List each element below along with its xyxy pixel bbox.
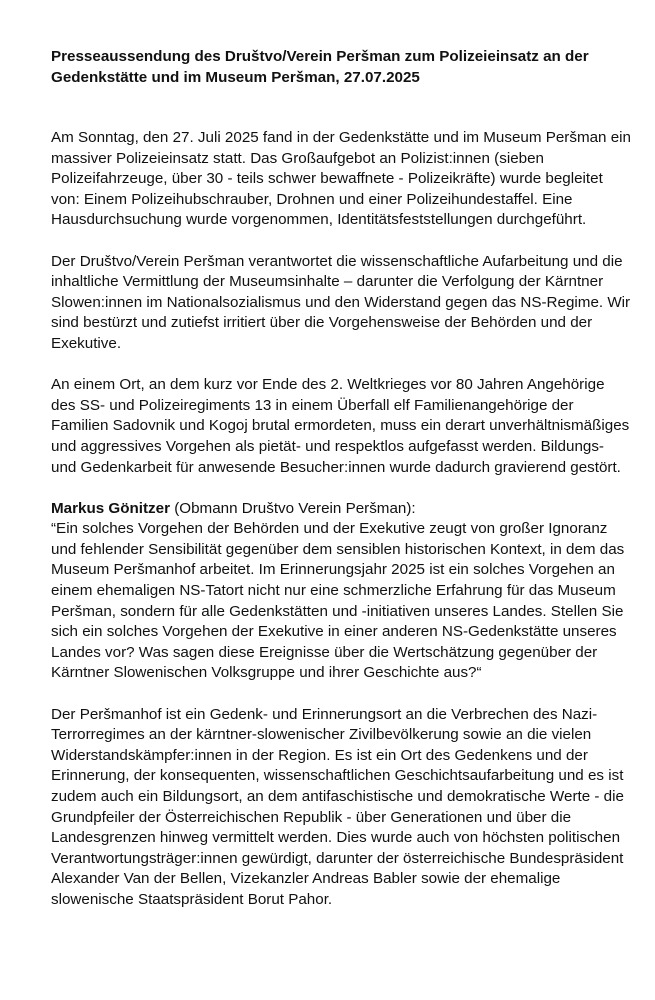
- paragraph-historical-context: An einem Ort, an dem kurz vor Ende des 2. Weltkrieges vor 80 Jahren Angehörige des SS- und Polizeiregiments 13 in einem Überfall elf Familienangehörige der Familien Sadovnik und Kogoj brutal ermordeten, muss ein derart unverhältnismäßiges und aggressives Vorgehen als pietät- und respektlos aufgefasst werden. Bildungs- und Gedenkarbeit für anwesende Besucher:innen wurde dadurch gravierend gestört.: [51, 376, 630, 476]
- quote-speaker: Markus Gönitzer: [51, 499, 170, 517]
- quote-text: “Ein solches Vorgehen der Behörden und der Exekutive zeugt von großer Ignoranz und fehlender Sensibilität gegenüber dem sensiblen historischen Kontext, in dem das Museum Peršmanhof arbeitet. Im Erinnerungsjahr 2025 ist ein solches Vorgehen an einem ehemaligen NS-Tatort nicht nur eine schmerzliche Erfahrung für das Museum Peršman, sondern für alle Gedenkstätten und -initiativen unseres Landes. Stellen Sie sich ein solches Vorgehen der Exekutive in einer anderen NS-Gedenkstätte unseres Landes vor? Was sagen diese Ereignisse über die Wertschätzung gegenüber der Kärntner Slowenischen Volksgruppe und ihrer Geschichte aus?“: [51, 520, 625, 682]
- paragraph-association-statement: Der Društvo/Verein Peršman verantwortet die wissenschaftliche Aufarbeitung und die inhaltliche Vermittlung der Museumsinhalte – darunter die Verfolgung der Kärntner Slowen:innen im Nationalsozialismus und den Widerstand gegen das NS-Regime. Wir sind bestürzt und zutiefst irritiert über die Vorgehensweise der Behörden und der Exekutive.: [51, 252, 631, 352]
- page-title: Presseaussendung des Društvo/Verein Peršman zum Polizeieinsatz an der Gedenkstätte und im Museum Peršman, 27.07.2025: [51, 48, 589, 86]
- quote-speaker-role: (Obmann Društvo Verein Peršman):: [170, 499, 416, 517]
- quote-block: [51, 499, 631, 684]
- press-release: [51, 46, 631, 911]
- paragraph-closing: Der Peršmanhof ist ein Gedenk- und Erinnerungsort an die Verbrechen des Nazi-Terrorregimes an der kärntner-slowenischer Zivilbevölkerung sowie an die vielen Widerstandskämpfer:innen in der Region. Es ist ein Ort des Gedenkens und der Erinnerung, der konsequenten, wissenschaftlichen Geschichtsaufarbeitung und es ist zudem auch ein Bildungsort, an dem antifaschistische und demokratische Werte - die Grundpfeiler der Österreichischen Republik - über Generationen und über die Landesgrenzen hinweg vermittelt werden. Dies wurde auch von höchsten politischen Verantwortungsträger:innen gewürdigt, darunter der österreichische Bundespräsident Alexander Van der Bellen, Vizekanzler Andreas Babler sowie der ehemalige slowenische Staatspräsident Borut Pahor.: [51, 705, 624, 908]
- paragraph-police-operation: Am Sonntag, den 27. Juli 2025 fand in der Gedenkstätte und im Museum Peršman ein massiver Polizeieinsatz statt. Das Großaufgebot an Polizist:innen (sieben Polizeifahrzeuge, über 30 - teils schwer bewaffnete - Polizeikräfte) wurde begleitet von: Einem Polizeihubschrauber, Drohnen und einer Polizeihundestaffel. Eine Hausdurchsuchung wurde vorgenommen, Identitätsfeststellungen durchgeführt.: [51, 129, 631, 229]
